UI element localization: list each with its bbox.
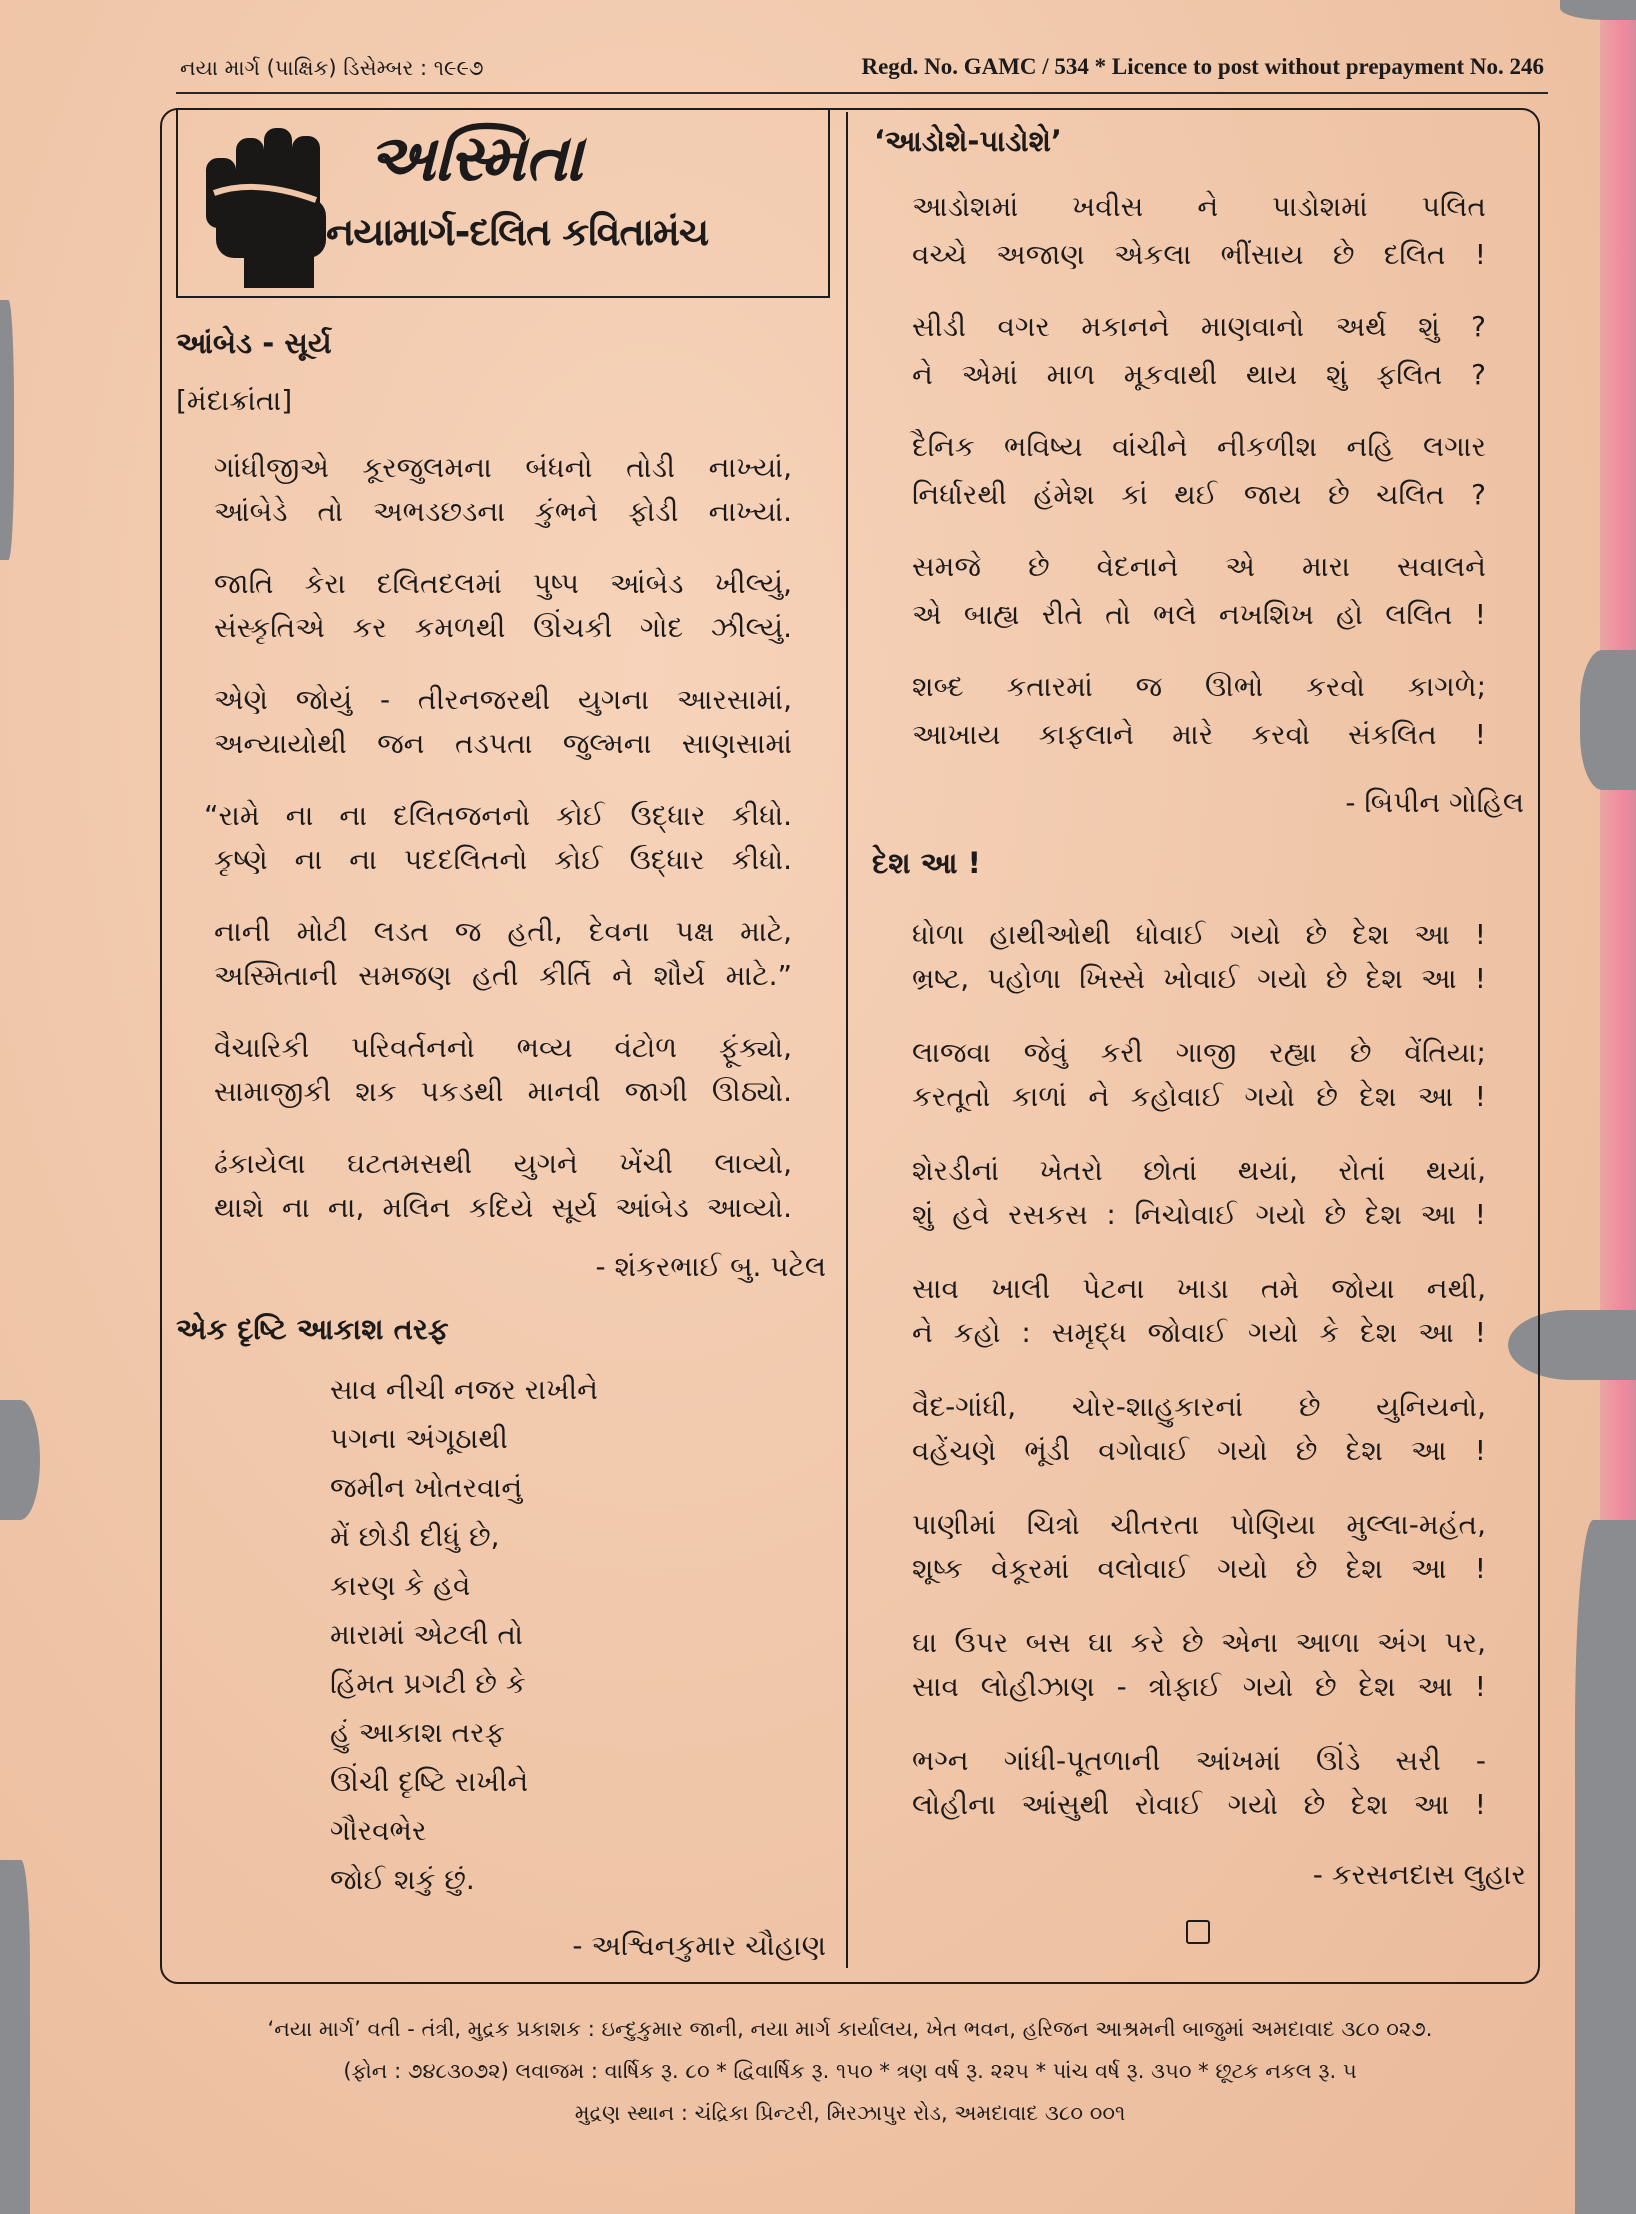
- header-issue: નયા માર્ગ (પાક્ષિક) ડિસેમ્બર : ૧૯૯૭: [180, 56, 484, 80]
- poem-line: દૈનિક ભવિષ્ય વાંચીને નીકળીશ નહિ લગાર: [912, 430, 1486, 463]
- imprint-line: ‘નયા માર્ગ’ વતી - તંત્રી, મુદ્રક પ્રકાશક : ઇન્દુકુમાર જાની, નયા માર્ગ કાર્યાલય, ખેત ભવન, હરિજન આશ્રમની બાજુમાં અમદાવાદ ૩૮૦ ૦૨૭.: [267, 2017, 1433, 2041]
- poem-line: હિંમત પ્રગટી છે કે: [330, 1667, 526, 1700]
- poem-author: - કરસનદાસ લુહાર: [1312, 1858, 1526, 1891]
- end-mark: [1186, 1920, 1210, 1944]
- poem-line: પગના અંગૂઠાથી: [330, 1422, 508, 1455]
- poem-title: એક દૃષ્ટિ આકાશ તરફ: [176, 1312, 449, 1346]
- poem-line: ઊંચી દૃષ્ટિ રાખીને: [330, 1765, 529, 1798]
- poem-line: ઢંકાયેલા ઘટતમસથી યુગને ખેંચી લાવ્યો,: [214, 1147, 792, 1180]
- poem-line: ને એમાં માળ મૂકવાથી થાય શું ફલિત ?: [912, 358, 1486, 391]
- poem-line: ગૌરવભેર: [330, 1814, 427, 1847]
- poem-line: ને કહો : સમૃદ્ધ જોવાઈ ગયો કે દેશ આ !: [912, 1316, 1486, 1349]
- asmita-logo: [176, 108, 830, 298]
- fist-icon: [196, 118, 346, 288]
- poem-author: - શંકરભાઈ બુ. પટેલ: [595, 1250, 826, 1283]
- poem-line: સમજે છે વેદનાને એ મારા સવાલને: [912, 550, 1486, 583]
- poem-line: પાણીમાં ચિત્રો ચીતરતા પોણિયા મુલ્લા-મહંત,: [912, 1508, 1486, 1541]
- poem-line: સાવ લોહીઝાણ - ત્રોફાઈ ગયો છે દેશ આ !: [912, 1670, 1486, 1703]
- poem-line: વચ્ચે અજાણ એકલા ભીંસાય છે દલિત !: [912, 238, 1486, 271]
- poem-line: સીડી વગર મકાનને માણવાનો અર્થ શું ?: [912, 310, 1486, 343]
- poem-line: વૈદ-ગાંધી, ચોર-શાહુકારનાં છે યુનિયનો,: [912, 1390, 1486, 1423]
- page-header: [180, 52, 1544, 88]
- poem-line: થાશે ના ના, મલિન કદિયે સૂર્ય આંબેડ આવ્યો.: [214, 1191, 792, 1224]
- poem-line: આડોશમાં ખવીસ ને પાડોશમાં પલિત: [912, 190, 1486, 223]
- poem-line: નિર્ધારથી હંમેશ કાં થઈ જાય છે ચલિત ?: [912, 478, 1486, 511]
- poem-line: જોઈ શકું છું.: [330, 1863, 475, 1896]
- poem-title: આંબેડ - સૂર્ય: [176, 326, 332, 360]
- poem-line: શબ્દ કતારમાં જ ઊભો કરવો કાગળે;: [912, 670, 1486, 703]
- poem-line: સામાજીકી શક પકડથી માનવી જાગી ઊઠ્યો.: [214, 1075, 792, 1108]
- poem-line: આખાય કાફલાને મારે કરવો સંકલિત !: [912, 718, 1486, 751]
- poem-line: લોહીના આંસુથી રોવાઈ ગયો છે દેશ આ !: [912, 1788, 1486, 1821]
- header-rule: [176, 92, 1548, 94]
- poem-line: મેં છોડી દીધું છે,: [330, 1520, 500, 1553]
- torn-edge: [0, 1400, 40, 1520]
- poem-line: ધોળા હાથીઓથી ધોવાઈ ગયો છે દેશ આ !: [912, 918, 1486, 951]
- poem-line: “રામે ના ના દલિતજનનો કોઈ ઉદ્ધાર કીધો.: [204, 799, 792, 832]
- torn-edge: [0, 300, 14, 560]
- poem-meter: [મંદાક્રાંતા]: [176, 384, 293, 417]
- poem-line: ભગ્ન ગાંધી-પૂતળાની આંખમાં ઊંડે સરી -: [912, 1744, 1486, 1777]
- poem-line: શું હવે રસકસ : નિચોવાઈ ગયો છે દેશ આ !: [912, 1198, 1486, 1231]
- column-divider: [846, 112, 848, 1968]
- poem-line: મારામાં એટલી તો: [330, 1618, 523, 1651]
- poem-line: વહેંચણે ભૂંડી વગોવાઈ ગયો છે દેશ આ !: [912, 1434, 1486, 1467]
- torn-edge: [1575, 1520, 1636, 2214]
- poem-line: કૃષ્ણે ના ના પદદલિતનો કોઈ ઉદ્ધાર કીધો.: [214, 843, 792, 876]
- poem-line: શેરડીનાં ખેતરો છોતાં થયાં, રોતાં થયાં,: [912, 1154, 1486, 1187]
- poem-line: કરતૂતો કાળાં ને કહોવાઈ ગયો છે દેશ આ !: [912, 1080, 1486, 1113]
- poem-title: દેશ આ !: [872, 846, 981, 880]
- poem-line: ભ્રષ્ટ, પહોળા ખિસ્સે ખોવાઈ ગયો છે દેશ આ !: [912, 962, 1486, 995]
- poem-line: હું આકાશ તરફ: [330, 1716, 505, 1749]
- poem-line: અસ્મિતાની સમજણ હતી કીર્તિ ને શૌર્ય માટે.”: [214, 959, 792, 992]
- poem-title: ‘આડોશે-પાડોશે’: [874, 124, 1062, 158]
- poem-line: જમીન ખોતરવાનું: [330, 1471, 523, 1504]
- imprint-line: મુદ્રણ સ્થાન : ચંદ્રિકા પ્રિન્ટરી, મિરઝાપુર રોડ, અમદાવાદ ૩૮૦ ૦૦૧: [574, 2101, 1126, 2125]
- torn-edge: [1580, 650, 1636, 790]
- logo-title: અસ્મિતા: [368, 122, 582, 196]
- poem-line: કારણ કે હવે: [330, 1569, 471, 1602]
- logo-subtitle: નયામાર્ગ-દલિત કવિતામંચ: [326, 210, 709, 254]
- poem-line: સાવ ખાલી પેટના ખાડા તમે જોયા નથી,: [912, 1272, 1486, 1305]
- poem-author: - બિપીન ગોહિલ: [1345, 786, 1524, 819]
- poem-line: સંસ્કૃતિએ કર કમળથી ઊંચકી ગોદ ઝીલ્યું.: [214, 611, 792, 644]
- poem-line: નાની મોટી લડત જ હતી, દેવના પક્ષ માટે,: [214, 915, 792, 948]
- header-registration: Regd. No. GAMC / 534 * Licence to post without prepayment No. 246: [861, 54, 1544, 79]
- poem-line: જાતિ કેરા દલિતદલમાં પુષ્પ આંબેડ ખીલ્યું,: [214, 567, 792, 600]
- imprint-line: (ફોન : ૭૪૮૩૦૭૨) લવાજમ : વાર્ષિક રૂ. ૮૦ * દ્વિવાર્ષિક રૂ. ૧૫૦ * ત્રણ વર્ષ રૂ. ૨૨૫ * પાંચ વર્ષ રૂ. ૩૫૦ * છૂટક નકલ રૂ. ૫: [343, 2059, 1357, 2083]
- poem-line: શૂષ્ક વેકૂરમાં વલોવાઈ ગયો છે દેશ આ !: [912, 1552, 1486, 1585]
- poem-line: અન્યાયોથી જન તડપતા જુલ્મના સાણસામાં: [214, 727, 792, 760]
- poem-line: સાવ નીચી નજર રાખીને: [330, 1373, 599, 1406]
- poem-line: ઘા ઉપર બસ ઘા કરે છે એના આળા અંગ પર,: [912, 1626, 1486, 1659]
- torn-edge: [0, 1860, 30, 2214]
- poem-author: - અશ્વિનકુમાર ચૌહાણ: [572, 1929, 826, 1962]
- poem-line: એ બાહ્ય રીતે તો ભલે નખશિખ હો લલિત !: [912, 598, 1486, 631]
- poem-line: એણે જોયું - તીરનજરથી યુગના આરસામાં,: [214, 683, 792, 716]
- poem-line: લાજવા જેવું કરી ગાજી રહ્યા છે વેંતિયા;: [912, 1036, 1486, 1069]
- poem-line: વૈચારિકી પરિવર્તનનો ભવ્ય વંટોળ ફૂંક્યો,: [214, 1031, 792, 1064]
- poem-line: આંબેડે તો અભડછડના કુંભને ફોડી નાખ્યાં.: [214, 495, 792, 528]
- imprint-footer: [160, 2008, 1540, 2134]
- poem-line: ગાંધીજીએ કૂરજુલમના બંધનો તોડી નાખ્યાં,: [214, 451, 792, 484]
